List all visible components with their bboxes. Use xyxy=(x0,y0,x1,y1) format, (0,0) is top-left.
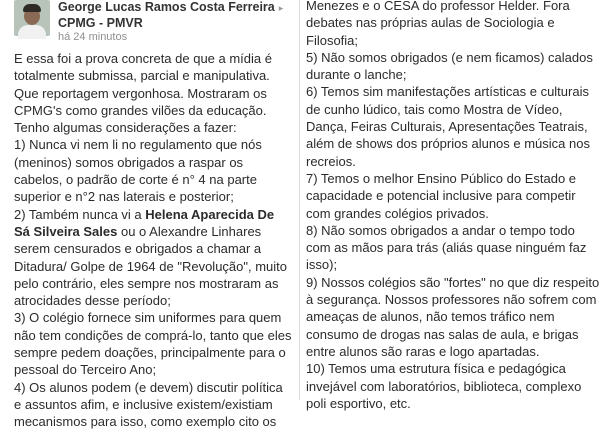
arrow-right-icon: ▸ xyxy=(278,3,284,13)
column-divider xyxy=(299,0,300,400)
post-paragraph xyxy=(14,206,292,310)
post-paragraph: 5) Não somos obrigados (e nem ficamos) calados durante o lanche; xyxy=(306,49,593,83)
post-paragraph: 6) Temos sim manifestações artísticas e culturais de cunho lúdico, tais como Mostra de Vídeo, Dança, Feiras Culturais, Apresentações Teatrais, além de shows dos próprios alunos e música nos recreios. xyxy=(306,84,590,169)
post-paragraph: 7) Temos o melhor Ensino Público do Estado e capacidade e potencial inclusive para competir com grandes colégios privados. xyxy=(306,170,577,221)
left-column xyxy=(0,0,294,430)
post-body-left xyxy=(14,50,292,431)
paragraph-text: 2) Também nunca vi a xyxy=(14,206,146,222)
avatar[interactable] xyxy=(14,0,50,36)
post-body-right xyxy=(306,0,600,412)
post-paragraph: Menezes e o CESA do professor Helder. Fora debates nas próprias aulas de Sociologia e Filosofia; xyxy=(306,0,570,48)
author-name[interactable]: George Lucas Ramos Costa Ferreira xyxy=(58,0,275,14)
post-paragraph: E essa foi a prova concreta de que a mídia é totalmente submissa, parcial e manipulativa. Que reportagem vergonhosa. Mostraram os CPMG's como grandes vilões da educação. Tenho algumas considerações a fazer: xyxy=(14,51,272,136)
right-column xyxy=(306,0,600,411)
post-paragraph: 3) O colégio fornece sim uniformes para quem não tem condições de comprá-lo, tanto que eles sempre pedem doações, principalmente para o pessoal do Terceiro Ano; xyxy=(14,310,292,378)
post-paragraph: 1) Nunca vi nem li no regulamento que nós (meninos) somos obrigados a raspar os cabelos, o padrão de corte é n° 4 na parte superior e n°2 nas laterais e posterior; xyxy=(14,137,262,205)
post-header xyxy=(14,0,294,44)
tagged-name[interactable]: Helena Aparecida De Sá Silveira Sales xyxy=(14,206,275,239)
paragraph-text: ou o Alexandre Linhares serem censurados e obrigados a chamar a Ditadura/ Golpe de 1964 de "Revolução", muito pelo contrário, eles sempre nos mostraram as atrocidades desse período; xyxy=(14,223,288,309)
post-paragraph: 4) Os alunos podem (e devem) discutir política e assuntos afim, e inclusive existem/existiam mecanismos para isso, como exemplo cito os xyxy=(14,379,283,430)
post-paragraph: 8) Não somos obrigados a andar o tempo todo com as mãos para trás (aliás quase ninguém faz isso); xyxy=(306,222,587,273)
post-paragraph: 10) Temos uma estrutura física e pedagógica invejável com laboratórios, biblioteca, complexo poli esportivo, etc. xyxy=(306,361,582,411)
post-paragraph: 9) Nossos colégios são "fortes" no que diz respeito à segurança. Nossos professores não sofrem com ameaças de alunos, não temos tráfico nem consumo de drogas nas salas de aula, e brigas entre alunos são raras e logo apartadas. xyxy=(306,274,600,359)
group-name[interactable]: CPMG - PMVR xyxy=(58,16,143,30)
post-timestamp[interactable]: há 24 minutos xyxy=(58,31,128,43)
